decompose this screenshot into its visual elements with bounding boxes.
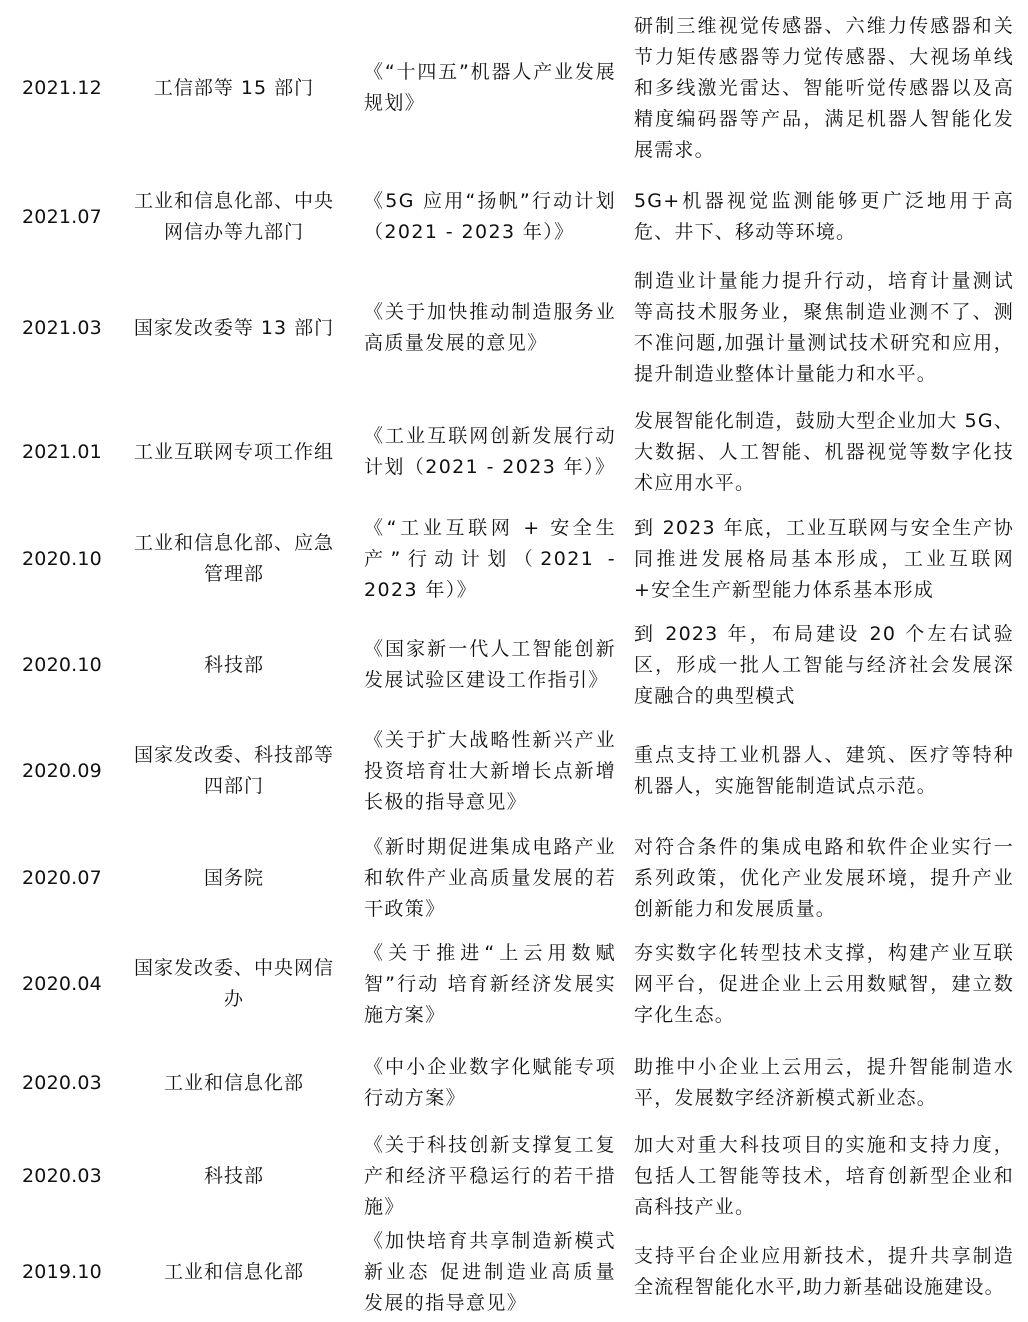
table-row	[0, 1130, 1028, 1223]
date-text: 2019.10	[22, 1261, 102, 1283]
department-text: 工业互联网专项工作组	[133, 440, 334, 463]
document-title-text: 《关于加快推动制造服务业高质量发展的意见》	[364, 301, 616, 354]
description-text: 助推中小企业上云用云，提升智能制造水平，发展数字经济新模式新业态。	[634, 1056, 1014, 1109]
date-cell	[22, 177, 132, 257]
department-text: 工业和信息化部、中央网信办等九部门	[133, 190, 334, 243]
document-title-cell	[364, 399, 616, 505]
department-cell	[128, 258, 340, 398]
table-row	[0, 718, 1028, 825]
department-cell	[128, 0, 340, 176]
date-cell	[22, 506, 132, 612]
table-row	[0, 0, 1028, 177]
description-cell	[634, 718, 1014, 824]
document-title-cell	[364, 825, 616, 931]
description-text: 制造业计量能力提升行动，培育计量测试等高技术服务业，聚焦制造业测不了、测不准问题,加强计量测试技术研究和应用，提升制造业整体计量能力和水平。	[634, 270, 1014, 385]
description-cell	[634, 932, 1014, 1036]
department-text: 工业和信息化部	[163, 1260, 304, 1283]
department-cell	[128, 932, 340, 1036]
description-text: 到 2023 年底，工业互联网与安全生产协同推进发展格局基本形成，工业互联网+安全生产新型能力体系基本形成	[634, 516, 1014, 601]
date-cell	[22, 399, 132, 505]
document-title-cell	[364, 1130, 616, 1222]
date-cell	[22, 718, 132, 824]
department-cell	[128, 1130, 340, 1222]
date-text: 2020.04	[22, 973, 102, 995]
date-cell	[22, 825, 132, 931]
document-title-cell	[364, 506, 616, 612]
document-title-text: 《新时期促进集成电路产业和软件产业高质量发展的若干政策》	[364, 835, 616, 920]
table-row	[0, 177, 1028, 258]
date-cell	[22, 0, 132, 176]
date-cell	[22, 932, 132, 1036]
date-text: 2020.10	[22, 654, 102, 676]
document-title-text: 《关于推进“上云用数赋智”行动 培育新经济发展实施方案》	[364, 941, 616, 1026]
date-text: 2020.03	[22, 1072, 102, 1094]
date-cell	[22, 613, 132, 717]
description-text: 对符合条件的集成电路和软件企业实行一系列政策，优化产业发展环境，提升产业创新能力和发展质量。	[634, 835, 1014, 920]
description-cell	[634, 399, 1014, 505]
table-row	[0, 825, 1028, 932]
document-title-text: 《中小企业数字化赋能专项行动方案》	[364, 1056, 616, 1109]
document-title-text: 《5G 应用“扬帆”行动计划（2021 - 2023 年）》	[364, 190, 616, 243]
date-text: 2021.01	[22, 441, 102, 463]
department-cell	[128, 506, 340, 612]
department-cell	[128, 399, 340, 505]
description-text: 发展智能化制造，鼓励大型企业加大 5G、大数据、人工智能、机器视觉等数字化技术应用水平。	[634, 409, 1014, 494]
document-title-text: 《“工业互联网 + 安全生产”行动计划（2021 - 2023 年）》	[364, 516, 616, 601]
department-text: 科技部	[203, 653, 264, 676]
document-title-text: 《“十四五”机器人产业发展规划》	[364, 61, 616, 114]
department-text: 国务院	[203, 866, 264, 889]
description-text: 研制三维视觉传感器、六维力传感器和关节力矩传感器等力觉传感器、大视场单线和多线激光雷达、智能听觉传感器以及高精度编码器等产品，满足机器人智能化发展需求。	[634, 14, 1014, 161]
description-cell	[634, 258, 1014, 398]
description-cell	[634, 825, 1014, 931]
description-cell	[634, 613, 1014, 717]
department-text: 国家发改委、科技部等四部门	[133, 744, 334, 797]
department-text: 工业和信息化部	[163, 1071, 304, 1094]
date-cell	[22, 1223, 132, 1321]
department-cell	[128, 1223, 340, 1321]
date-text: 2021.03	[22, 317, 102, 339]
table-row	[0, 1037, 1028, 1130]
description-text: 5G+机器视觉监测能够更广泛地用于高危、井下、移动等环境。	[634, 190, 1014, 243]
description-cell	[634, 1130, 1014, 1222]
date-cell	[22, 1130, 132, 1222]
table-row	[0, 506, 1028, 613]
document-title-text: 《关于科技创新支撑复工复产和经济平稳运行的若干措施》	[364, 1133, 616, 1218]
date-text: 2020.09	[22, 760, 102, 782]
document-title-cell	[364, 718, 616, 824]
document-title-cell	[364, 258, 616, 398]
date-text: 2021.07	[22, 206, 102, 228]
department-text: 国家发改委等 13 部门	[133, 316, 335, 339]
date-text: 2021.12	[22, 77, 102, 99]
description-text: 支持平台企业应用新技术，提升共享制造全流程智能化水平,助力新基础设施建设。	[634, 1245, 1014, 1298]
department-cell	[128, 825, 340, 931]
document-title-cell	[364, 1223, 616, 1321]
department-cell	[128, 1037, 340, 1129]
description-cell	[634, 1037, 1014, 1129]
date-text: 2020.03	[22, 1165, 102, 1187]
description-cell	[634, 177, 1014, 257]
document-title-cell	[364, 1037, 616, 1129]
description-text: 加大对重大科技项目的实施和支持力度，包括人工智能等技术，培育创新型企业和高科技产业。	[634, 1133, 1014, 1218]
document-title-text: 《工业互联网创新发展行动计划（2021 - 2023 年）》	[364, 425, 616, 478]
date-text: 2020.07	[22, 867, 102, 889]
department-cell	[128, 718, 340, 824]
document-title-text: 《国家新一代人工智能创新发展试验区建设工作指引》	[364, 638, 616, 691]
department-text: 工信部等 15 部门	[153, 76, 315, 99]
department-text: 工业和信息化部、应急管理部	[133, 532, 334, 585]
document-title-text: 《关于扩大战略性新兴产业投资培育壮大新增长点新增长极的指导意见》	[364, 728, 616, 813]
department-text: 国家发改委、中央网信办	[133, 957, 334, 1010]
description-text: 到 2023 年，布局建设 20 个左右试验区，形成一批人工智能与经济社会发展深度融合的典型模式	[634, 622, 1014, 707]
description-text: 重点支持工业机器人、建筑、医疗等特种机器人，实施智能制造试点示范。	[634, 744, 1014, 797]
department-text: 科技部	[203, 1164, 264, 1187]
document-title-cell	[364, 177, 616, 257]
date-cell	[22, 1037, 132, 1129]
department-cell	[128, 177, 340, 257]
description-cell	[634, 506, 1014, 612]
department-cell	[128, 613, 340, 717]
document-title-text: 《加快培育共享制造新模式新业态 促进制造业高质量发展的指导意见》	[364, 1229, 616, 1314]
description-text: 夯实数字化转型技术支撑，构建产业互联网平台，促进企业上云用数赋智，建立数字化生态。	[634, 941, 1014, 1026]
document-title-cell	[364, 932, 616, 1036]
table-row	[0, 258, 1028, 399]
date-text: 2020.10	[22, 548, 102, 570]
table-row	[0, 613, 1028, 718]
table-row	[0, 399, 1028, 506]
description-cell	[634, 0, 1014, 176]
description-cell	[634, 1223, 1014, 1321]
document-title-cell	[364, 0, 616, 176]
table-row	[0, 932, 1028, 1037]
table-row	[0, 1223, 1028, 1322]
date-cell	[22, 258, 132, 398]
document-title-cell	[364, 613, 616, 717]
